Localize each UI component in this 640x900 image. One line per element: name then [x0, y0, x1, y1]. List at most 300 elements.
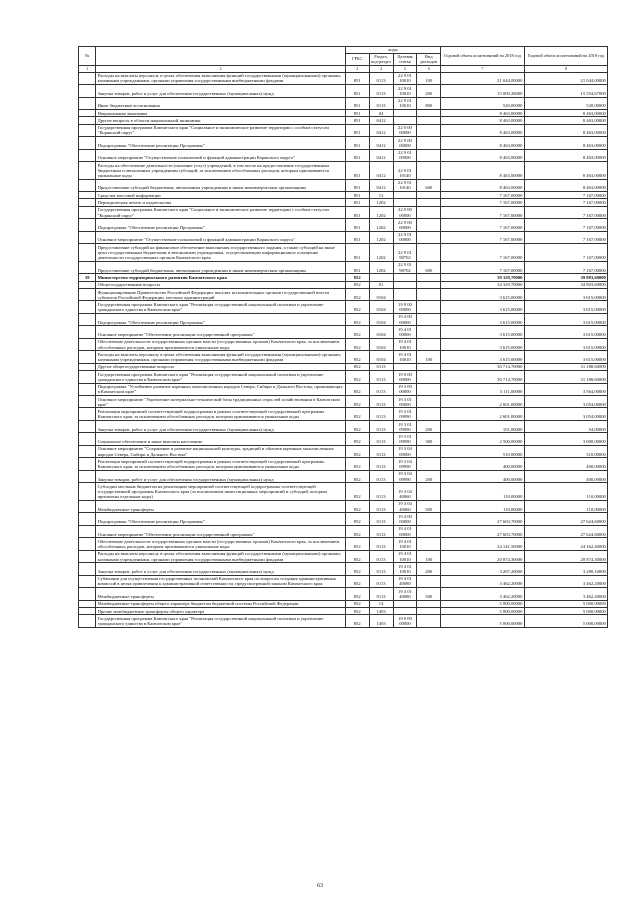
row-grbs: 852: [345, 588, 369, 600]
row-sum-2019: 27 624,60000: [524, 525, 607, 537]
table-row: [79, 124, 608, 136]
row-sum-2019: 3 615,00000: [524, 313, 607, 325]
row-sum-2019: 5 000,00000: [524, 615, 607, 627]
row-sum-2018: 3 462,20000: [441, 575, 524, 587]
row-vid: [417, 600, 441, 607]
budget-table: [78, 46, 608, 628]
row-vid: [417, 192, 441, 199]
row-celevaya: 19 4 01 10010: [393, 550, 417, 562]
row-sum-2019: 3 054,00000: [524, 408, 607, 420]
row-celevaya: 19 4 01 10010: [393, 563, 417, 575]
row-sum-2019: 8 463,00000: [524, 117, 607, 124]
table-row: [79, 109, 608, 116]
row-sum-2019: 3 615,00000: [524, 338, 607, 350]
row-vid: [417, 274, 441, 281]
row-name: Основное мероприятие "Осуществление полномочий и функций администрации Корякского округа": [96, 149, 345, 161]
row-sum-2018: 7 167,00000: [441, 261, 524, 273]
row-name: Предоставление субсидий на финансовое обеспечение выполнения государственного задания, а также субсидий на иные цели государственным бюджетным и автономным учреждениям, осуществляющим информационное освещение деятельности государственных органов Камчатского края: [96, 244, 345, 262]
row-name: Подпрограмма "Обеспечение реализации Программы": [96, 313, 345, 325]
row-celevaya: [393, 607, 417, 614]
table-row: [79, 261, 608, 273]
row-celevaya: 22 9 01 98702: [393, 244, 417, 262]
row-sum-2019: 31 188,60000: [524, 363, 607, 370]
table-row: [79, 313, 608, 325]
row-sum-2019: 400,00000: [524, 470, 607, 482]
row-razdel: 0113: [369, 383, 393, 395]
table-row: [79, 563, 608, 575]
row-vid: 100: [417, 550, 441, 562]
row-number: [79, 72, 96, 84]
row-sum-2018: 3 615,00000: [441, 338, 524, 350]
row-razdel: 0113: [369, 72, 393, 84]
table-row: [79, 420, 608, 432]
row-number: [79, 219, 96, 231]
row-celevaya: 19 4 01 10010: [393, 538, 417, 550]
row-sum-2018: 7 167,00000: [441, 206, 524, 218]
row-vid: 200: [417, 563, 441, 575]
row-number: [79, 500, 96, 512]
table-row: [79, 149, 608, 161]
row-name: Расходы на выплаты персоналу в целях обеспечения выполнения функций государственными (муниципальными) органами, казенными учреждениями, органами управления государственными внебюджетными фондами: [96, 351, 345, 363]
row-number: [79, 149, 96, 161]
row-vid: 800: [417, 97, 441, 109]
row-number: [79, 97, 96, 109]
row-celevaya: 19 4 01 40080: [393, 588, 417, 600]
table-row: [79, 600, 608, 607]
row-vid: [417, 483, 441, 501]
row-celevaya: 19 3 04 09990: [393, 458, 417, 470]
row-name: Подпрограмма "Устойчивое развитие коренных малочисленных народов Севера, Сибири и Дальнего Востока, проживающих в Камчатском крае": [96, 383, 345, 395]
header-codes: коды: [345, 47, 441, 54]
row-grbs: 851: [345, 231, 369, 243]
row-celevaya: 22 9 01 10140: [393, 162, 417, 180]
row-razdel: 0113: [369, 408, 393, 420]
table-row: [79, 137, 608, 149]
row-razdel: 0412: [369, 124, 393, 136]
row-grbs: 852: [345, 607, 369, 614]
row-grbs: 852: [345, 538, 369, 550]
row-vid: [417, 458, 441, 470]
row-name: Подпрограмма "Обеспечение реализации Программы": [96, 219, 345, 231]
row-vid: [417, 396, 441, 408]
row-number: [79, 383, 96, 395]
row-sum-2019: 7 167,00000: [524, 231, 607, 243]
row-name: Межбюджетные трансферты: [96, 500, 345, 512]
row-sum-2018: 30 714,70000: [441, 363, 524, 370]
row-razdel: 1202: [369, 219, 393, 231]
row-vid: 200: [417, 470, 441, 482]
row-name: Национальная экономика: [96, 109, 345, 116]
row-sum-2019: 7 167,00000: [524, 192, 607, 199]
row-sum-2018: 5 000,00000: [441, 607, 524, 614]
row-name: Реализация мероприятий соответствующей подпрограммы в рамках соответствующей государственной программы Камчатского края, за исключением обособленных расходов, которым присваиваются уникальные коды: [96, 458, 345, 470]
row-name: Реализация мероприятий соответствующей подпрограммы в рамках соответствующей государственной программы Камчатского края, за исключением обособленных расходов, которым присваиваются уникальные коды: [96, 408, 345, 420]
row-vid: [417, 408, 441, 420]
row-number: [79, 192, 96, 199]
table-row: [79, 607, 608, 614]
row-name: Государственная программа Камчатского края "Социальное и экономическое развитие территории с особым статусом "Корякский округ": [96, 124, 345, 136]
row-sum-2018: 3 615,00000: [441, 351, 524, 363]
row-sum-2019: 27 624,60000: [524, 513, 607, 525]
row-name: Обеспечение деятельности государственных органов власти (государственных органов) Камчатского края, за исключением обособленных расходов, которым присваиваются уникальные коды: [96, 538, 345, 550]
row-sum-2019: 8 463,00000: [524, 179, 607, 191]
row-grbs: 852: [345, 525, 369, 537]
row-sum-2018: 15 000,28000: [441, 85, 524, 97]
row-grbs: 852: [345, 470, 369, 482]
row-vid: [417, 199, 441, 206]
row-sum-2019: 3 615,00000: [524, 351, 607, 363]
row-sum-2019: 110,00000: [524, 483, 607, 501]
row-sum-2018: 3 615,00000: [441, 288, 524, 300]
page-number: 63: [317, 883, 323, 889]
row-razdel: 0113: [369, 563, 393, 575]
row-celevaya: 19 4 01 40080: [393, 575, 417, 587]
row-name: Межбюджетные трансферты: [96, 588, 345, 600]
table-body: [79, 72, 608, 627]
row-name: Закупка товаров, работ и услуг для обеспечения государственных (муниципальных) нужд: [96, 470, 345, 482]
row-razdel: 0104: [369, 313, 393, 325]
colnum: 7: [441, 66, 524, 72]
row-razdel: 0104: [369, 288, 393, 300]
row-name: Основное мероприятие "Обеспечение реализации государственной программы": [96, 525, 345, 537]
row-number: [79, 513, 96, 525]
row-celevaya: 22 9 00 00000: [393, 137, 417, 149]
row-name: Прочие межбюджетные трансферты общего характера: [96, 607, 345, 614]
table-row: [79, 383, 608, 395]
colnum: 5: [393, 66, 417, 72]
row-razdel: [369, 274, 393, 281]
row-grbs: 852: [345, 383, 369, 395]
row-number: [79, 313, 96, 325]
row-number: [79, 470, 96, 482]
row-grbs: 851: [345, 72, 369, 84]
row-razdel: 01: [369, 281, 393, 288]
row-sum-2018: 3 615,00000: [441, 301, 524, 313]
row-sum-2018: 27 603,70000: [441, 513, 524, 525]
row-number: [79, 575, 96, 587]
row-vid: 600: [417, 261, 441, 273]
row-vid: [417, 117, 441, 124]
header-no: №: [79, 47, 96, 66]
row-sum-2018: 8 463,00000: [441, 109, 524, 116]
row-celevaya: [393, 274, 417, 281]
row-razdel: 1202: [369, 231, 393, 243]
row-number: [79, 351, 96, 363]
table-row: [79, 445, 608, 457]
row-sum-2019: 31 188,60000: [524, 371, 607, 383]
table-row: [79, 575, 608, 587]
row-celevaya: 22 9 00 00000: [393, 219, 417, 231]
table-row: [79, 538, 608, 550]
row-celevaya: 22 9 01 10010: [393, 72, 417, 84]
row-celevaya: [393, 192, 417, 199]
row-celevaya: 19 3 00 00000: [393, 383, 417, 395]
row-sum-2019: 20 874,30000: [524, 550, 607, 562]
row-number: [79, 615, 96, 627]
row-grbs: 851: [345, 199, 369, 206]
row-sum-2019: 8 463,00000: [524, 137, 607, 149]
row-number: [79, 199, 96, 206]
row-sum-2019: 24 162,40000: [524, 538, 607, 550]
row-sum-2019: 15 554,67000: [524, 85, 607, 97]
row-vid: [417, 124, 441, 136]
row-number: [79, 338, 96, 350]
row-razdel: 1403: [369, 607, 393, 614]
table-row: [79, 281, 608, 288]
row-number: [79, 483, 96, 501]
row-sum-2018: 8 463,00000: [441, 117, 524, 124]
row-vid: [417, 301, 441, 313]
row-name: Основное мероприятие "Сохранение и развитие национальной культуры, традиций и обычаев коренных малочисленных народов Севера, Сибири и Дальнего Востока": [96, 445, 345, 457]
row-number: [79, 288, 96, 300]
row-name: Основное мероприятие "Осуществление полномочий и функций администрации Корякского округа": [96, 231, 345, 243]
row-number: [79, 137, 96, 149]
row-grbs: 852: [345, 563, 369, 575]
row-celevaya: [393, 117, 417, 124]
header-grbs: ГРБС: [345, 54, 369, 66]
row-sum-2018: 24 141,50000: [441, 538, 524, 550]
table-row: [79, 301, 608, 313]
table-row: [79, 162, 608, 180]
row-number: [79, 458, 96, 470]
row-razdel: 0113: [369, 575, 393, 587]
row-sum-2019: 39 883,60000: [524, 274, 607, 281]
row-name: Расходы на выплаты персоналу в целях обеспечения выполнения функций государственными (муниципальными) органами, казенными учреждениями, органами управления государственными внебюджетными фондами: [96, 550, 345, 562]
row-grbs: 852: [345, 550, 369, 562]
row-celevaya: 22 0 00 00000: [393, 124, 417, 136]
row-number: [79, 179, 96, 191]
row-sum-2019: 3 564,00000: [524, 383, 607, 395]
colnum: 1: [79, 66, 96, 72]
row-celevaya: 19 3 01 00000: [393, 396, 417, 408]
table-row: [79, 351, 608, 363]
table-row: [79, 72, 608, 84]
row-razdel: 0113: [369, 363, 393, 370]
row-sum-2018: 3 267,20000: [441, 563, 524, 575]
row-vid: 300: [417, 433, 441, 445]
row-celevaya: [393, 288, 417, 300]
row-number: [79, 563, 96, 575]
row-vid: [417, 137, 441, 149]
row-celevaya: 19 3 01 09990: [393, 408, 417, 420]
row-razdel: 0113: [369, 445, 393, 457]
row-number: [79, 371, 96, 383]
row-number: [79, 588, 96, 600]
row-number: [79, 396, 96, 408]
row-vid: [417, 149, 441, 161]
row-sum-2018: 400,00000: [441, 458, 524, 470]
row-grbs: 851: [345, 117, 369, 124]
row-vid: [417, 162, 441, 180]
row-sum-2018: 3 111,00000: [441, 383, 524, 395]
row-number: [79, 538, 96, 550]
row-number: [79, 408, 96, 420]
row-vid: [417, 363, 441, 370]
row-grbs: 851: [345, 219, 369, 231]
row-sum-2019: 7 167,00000: [524, 199, 607, 206]
row-name: Основное мероприятие "Обеспечение реализации государственной программы": [96, 326, 345, 338]
row-sum-2019: 3 615,00000: [524, 301, 607, 313]
row-razdel: 0412: [369, 137, 393, 149]
row-razdel: 0113: [369, 458, 393, 470]
row-grbs: 852: [345, 433, 369, 445]
row-number: [79, 206, 96, 218]
row-vid: 100: [417, 72, 441, 84]
row-grbs: 852: [345, 420, 369, 432]
row-number: [79, 420, 96, 432]
row-grbs: 851: [345, 85, 369, 97]
row-razdel: 0113: [369, 483, 393, 501]
row-number: [79, 326, 96, 338]
table-row: [79, 483, 608, 501]
table-row: [79, 550, 608, 562]
row-grbs: 851: [345, 137, 369, 149]
row-number: [79, 301, 96, 313]
row-sum-2018: 20 874,30000: [441, 550, 524, 562]
row-sum-2019: 21 044,00000: [524, 72, 607, 84]
row-sum-2019: 3 000,00000: [524, 433, 607, 445]
row-vid: [417, 615, 441, 627]
row-number: [79, 600, 96, 607]
row-grbs: 851: [345, 206, 369, 218]
row-razdel: 0412: [369, 162, 393, 180]
table-row: [79, 433, 608, 445]
row-sum-2018: 110,00000: [441, 483, 524, 501]
row-grbs: 852: [345, 363, 369, 370]
row-vid: [417, 281, 441, 288]
row-grbs: 851: [345, 244, 369, 262]
row-celevaya: 19 4 01 10010: [393, 338, 417, 350]
row-sum-2018: 400,00000: [441, 470, 524, 482]
row-number: 39: [79, 274, 96, 281]
row-sum-2019: 8 463,00000: [524, 109, 607, 116]
row-number: [79, 261, 96, 273]
row-vid: [417, 219, 441, 231]
row-sum-2019: 54,00000: [524, 420, 607, 432]
row-name: Закупка товаров, работ и услуг для обеспечения государственных (муниципальных) нужд: [96, 85, 345, 97]
colnum: 6: [417, 66, 441, 72]
colnum: 4: [369, 66, 393, 72]
table-row: [79, 525, 608, 537]
table-row: [79, 371, 608, 383]
row-sum-2019: 8 463,00000: [524, 124, 607, 136]
row-number: [79, 607, 96, 614]
row-sum-2018: 7 167,00000: [441, 244, 524, 262]
row-celevaya: [393, 281, 417, 288]
row-grbs: 852: [345, 408, 369, 420]
row-grbs: 852: [345, 615, 369, 627]
row-sum-2018: 27 603,70000: [441, 525, 524, 537]
row-number: [79, 281, 96, 288]
row-name: Субсидии местным бюджетам на реализацию мероприятий соответствующей подпрограммы соответствующей государственной программы Камчатского края (за исключением инвестиционных мероприятий и субсидий, которым присвоены отдельные коды): [96, 483, 345, 501]
row-number: [79, 162, 96, 180]
row-number: [79, 433, 96, 445]
row-sum-2018: 8 463,00000: [441, 149, 524, 161]
row-grbs: 851: [345, 97, 369, 109]
row-vid: [417, 575, 441, 587]
row-grbs: 852: [345, 288, 369, 300]
row-sum-2019: 7 167,00000: [524, 219, 607, 231]
row-name: Подпрограмма "Обеспечение реализации Программы": [96, 513, 345, 525]
row-grbs: 852: [345, 396, 369, 408]
row-grbs: 851: [345, 261, 369, 273]
row-razdel: 0113: [369, 371, 393, 383]
row-grbs: 852: [345, 281, 369, 288]
row-name: Социальное обеспечение и иные выплаты населению: [96, 433, 345, 445]
row-razdel: 0113: [369, 500, 393, 512]
row-celevaya: [393, 199, 417, 206]
row-vid: [417, 244, 441, 262]
row-celevaya: [393, 109, 417, 116]
row-number: [79, 445, 96, 457]
table-row: [79, 85, 608, 97]
row-sum-2018: 520,00000: [441, 97, 524, 109]
row-sum-2018: 2 601,00000: [441, 396, 524, 408]
table-row: [79, 274, 608, 281]
row-name: Иные бюджетные ассигнования: [96, 97, 345, 109]
row-sum-2018: 5 000,00000: [441, 615, 524, 627]
row-number: [79, 124, 96, 136]
row-name: Закупка товаров, работ и услуг для обеспечения государственных (муниципальных) нужд: [96, 563, 345, 575]
row-sum-2018: 7 167,00000: [441, 231, 524, 243]
row-vid: [417, 538, 441, 550]
row-vid: 200: [417, 85, 441, 97]
row-razdel: 0104: [369, 326, 393, 338]
row-name: Закупка товаров, работ и услуг для обеспечения государственных (муниципальных) нужд: [96, 420, 345, 432]
row-sum-2018: 7 167,00000: [441, 219, 524, 231]
row-razdel: 0113: [369, 396, 393, 408]
colnum: 8: [524, 66, 607, 72]
row-name: Расходы на выплаты персоналу в целях обеспечения выполнения функций государственными (муниципальными) органами, казенными учреждениями, органами управления государственными внебюджетными фондами: [96, 72, 345, 84]
table-row: [79, 338, 608, 350]
header-name: [96, 47, 345, 66]
row-razdel: 04: [369, 109, 393, 116]
row-sum-2018: 5 000,00000: [441, 600, 524, 607]
row-sum-2018: 8 463,00000: [441, 124, 524, 136]
row-sum-2019: 7 167,00000: [524, 244, 607, 262]
row-vid: 500: [417, 588, 441, 600]
row-name: Государственная программа Камчатского края "Реализация государственной национальной политики и укрепление гражданского единства в Камчатском крае": [96, 371, 345, 383]
row-celevaya: 22 9 01 10140: [393, 179, 417, 191]
row-razdel: 0113: [369, 97, 393, 109]
row-grbs: 851: [345, 124, 369, 136]
row-name: Расходы на обеспечение деятельности (оказание услуг) учреждений, в том числе на предоставление государственным бюджетным и автономным учреждениям субсидий, за исключением обособленных расходов, которым присваиваются уникальные коды: [96, 162, 345, 180]
row-sum-2019: 7 167,00000: [524, 206, 607, 218]
row-name: Функционирование Правительства Российской Федерации, высших исполнительных органов государственной власти субъектов Российской Федерации, местных администраций: [96, 288, 345, 300]
row-name: Государственная программа Камчатского края "Реализация государственной национальной политики и укрепление гражданского единства в Камчатском крае": [96, 301, 345, 313]
row-celevaya: 19 3 04 40060: [393, 483, 417, 501]
row-sum-2019: 400,00000: [524, 458, 607, 470]
row-sum-2019: 7 167,00000: [524, 261, 607, 273]
table-row: [79, 288, 608, 300]
table-row: [79, 206, 608, 218]
row-number: [79, 109, 96, 116]
row-name: Предоставление субсидий бюджетным, автономным учреждениям и иным некоммерческим организациям: [96, 261, 345, 273]
row-vid: [417, 109, 441, 116]
row-vid: [417, 525, 441, 537]
row-sum-2019: 5 000,00000: [524, 600, 607, 607]
row-razdel: 1202: [369, 206, 393, 218]
row-sum-2019: 34 803,60000: [524, 281, 607, 288]
row-grbs: 852: [345, 326, 369, 338]
table-row: [79, 588, 608, 600]
row-celevaya: 19 0 00 00000: [393, 371, 417, 383]
row-sum-2019: 3 288,10000: [524, 563, 607, 575]
row-grbs: 852: [345, 500, 369, 512]
row-name: Министерство территориального развития Камчатского края: [96, 274, 345, 281]
row-grbs: 852: [345, 274, 369, 281]
row-grbs: 852: [345, 371, 369, 383]
